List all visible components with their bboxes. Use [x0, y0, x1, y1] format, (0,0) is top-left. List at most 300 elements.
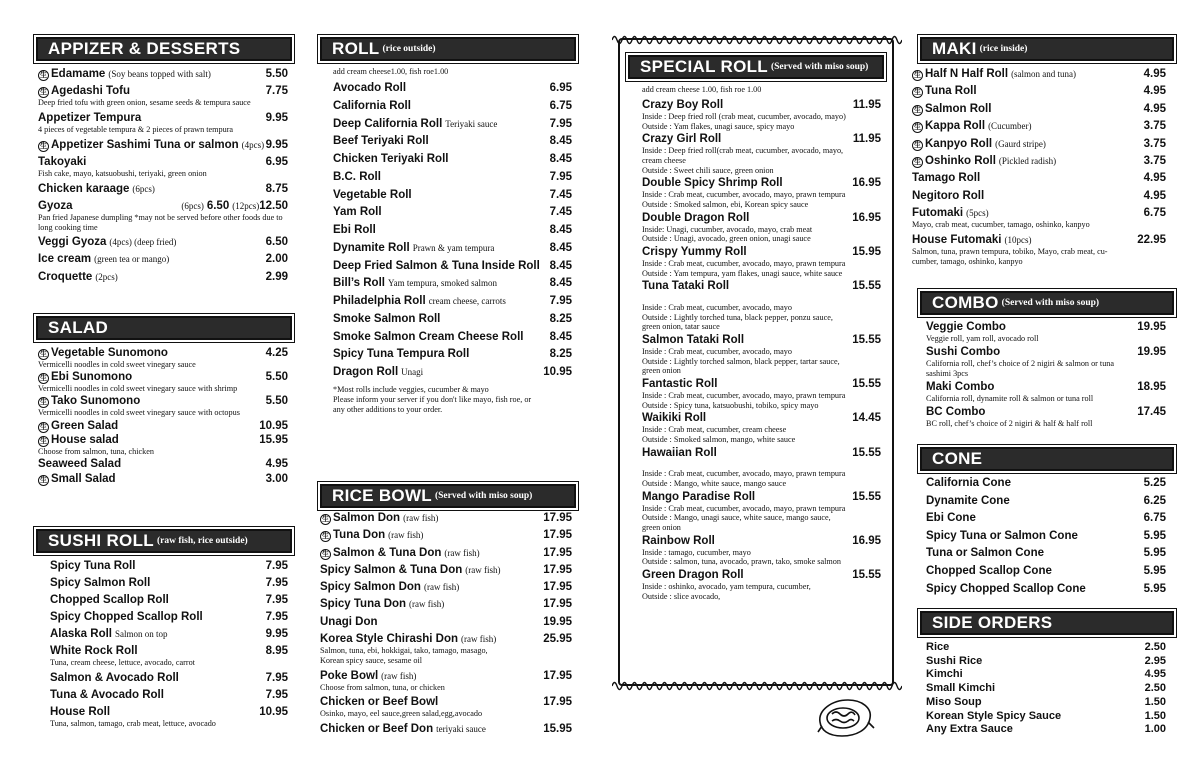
menu-item-row	[926, 494, 1166, 508]
menu-item-note: cream cheese, carrots	[428, 296, 506, 306]
menu-item-price: 9.95	[265, 628, 288, 641]
menu-item-name: Double Spicy Shrimp Roll	[642, 177, 783, 190]
menu-item	[333, 134, 572, 148]
appetizer-section	[36, 37, 292, 287]
menu-item-row	[642, 245, 881, 259]
menu-item-name: Crispy Yummy Roll	[642, 246, 747, 259]
menu-item-name: Seaweed Salad	[38, 458, 122, 471]
menu-item-row	[926, 722, 1166, 736]
menu-item-price: 17.95	[543, 546, 572, 559]
raw-fish-icon: 生	[40, 351, 47, 358]
menu-item-price: 15.95	[852, 246, 881, 259]
menu-item-price: 8.25	[549, 312, 572, 325]
menu-item-description: Vermicelli noodles in cold sweet vinegary sauce with octopus	[38, 408, 240, 418]
menu-item	[333, 117, 572, 131]
rice-bowl-header: RICE BOWL (Served with miso soup)	[320, 484, 576, 508]
menu-item-description: BC roll, chef’s choice of 2 nigiri & half & half roll	[926, 418, 1093, 428]
menu-item-row	[333, 259, 572, 273]
menu-item	[926, 405, 1166, 429]
menu-item-name: Bill’s Roll Yam tempura, smoked salmon	[333, 277, 498, 290]
menu-item-name: Sushi Combo	[926, 346, 1001, 359]
menu-item-row	[912, 233, 1166, 247]
menu-item-price: 3.75	[1143, 137, 1166, 150]
menu-item-price: 8.45	[549, 224, 572, 236]
menu-item-row	[320, 695, 572, 709]
menu-item	[50, 705, 288, 729]
menu-item	[642, 132, 881, 175]
menu-item-description: Osinko, mayo, eel sauce,green salad,egg,avocado	[320, 709, 483, 719]
menu-item-name: Salmon Tataki Roll	[642, 334, 745, 347]
menu-item-row	[926, 667, 1166, 681]
menu-item	[642, 377, 881, 410]
menu-item-description: Mayo, crab meat, cucumber, tamago, oshinko, kanpyo	[912, 220, 1090, 230]
menu-item-price: 5.95	[1143, 564, 1166, 577]
menu-item	[642, 279, 881, 331]
menu-item	[926, 529, 1166, 543]
menu-item	[333, 347, 572, 361]
menu-item-price: 6.95	[265, 155, 288, 168]
menu-item-note: (raw fish)	[461, 634, 497, 645]
menu-item-note: (raw fish)	[444, 547, 480, 558]
menu-item-price: 7.95	[265, 594, 288, 607]
menu-item	[926, 320, 1166, 344]
menu-item-description: Inside : Deep fried roll(crab meat, cucumber, avocado, mayo, cream cheese Outside : Sweet chili sauce, green onion	[642, 146, 844, 175]
menu-item-price: 11.95	[852, 99, 881, 111]
menu-item-row	[333, 223, 572, 237]
menu-item-row	[926, 320, 1166, 334]
menu-item-row	[333, 312, 572, 326]
menu-item-row	[38, 472, 288, 486]
raw-fish-icon: 生	[322, 533, 329, 541]
menu-item-row	[926, 640, 1166, 654]
menu-item-name: 生 Edamame (Soy beans topped with salt)	[40, 68, 211, 80]
menu-item-row	[926, 546, 1166, 560]
menu-item-name: Spicy Tuna Roll	[50, 560, 136, 572]
rice-bowl-section	[320, 484, 576, 740]
menu-item-name: Kimchi	[926, 668, 963, 681]
menu-item-name: Salmon & Avocado Roll	[50, 672, 179, 685]
menu-item-name: Dynamite Cone	[926, 494, 1010, 507]
menu-item-name: Crazy Boy Roll	[642, 99, 724, 111]
menu-item	[926, 494, 1166, 508]
menu-item-name: Veggie Combo	[926, 321, 1006, 333]
menu-item-note: (4pcs) (deep fried)	[109, 237, 177, 248]
menu-item-price: 8.95	[265, 645, 288, 658]
menu-item-name: Korean Style Spicy Sauce	[926, 709, 1062, 722]
menu-item	[912, 233, 1166, 266]
menu-item-name: Chicken or Beef Don teriyaki sauce	[320, 723, 486, 736]
menu-item-row	[38, 111, 288, 125]
menu-item-price: 2.50	[1144, 641, 1166, 653]
menu-item-note: (raw fish)	[423, 582, 460, 593]
menu-item-name: Green Dragon Roll	[642, 569, 744, 582]
menu-item-note: Prawn & yam tempura	[412, 242, 495, 253]
menu-item-price: 4.95	[1143, 172, 1166, 185]
menu-item-price: 16.95	[852, 211, 881, 224]
raw-fish-icon: 生	[40, 89, 47, 97]
menu-item-price: 6.95	[549, 82, 572, 94]
menu-item-row	[912, 206, 1166, 220]
menu-item-name: Any Extra Sauce	[926, 723, 1013, 736]
menu-item-price: 8.45	[549, 330, 572, 343]
menu-item-price: 7.95	[549, 117, 572, 130]
raw-fish-icon: 生	[40, 142, 47, 150]
menu-item-row	[50, 688, 288, 702]
menu-item-price: 6.75	[1143, 512, 1166, 525]
menu-item-name: Tamago Roll	[912, 172, 981, 185]
menu-item	[333, 152, 572, 166]
menu-item	[912, 171, 1166, 185]
menu-item-description: California roll, dynamite roll & salmon or tuna roll	[926, 393, 1094, 403]
menu-item	[320, 546, 572, 560]
raw-fish-icon: 生	[914, 141, 921, 149]
menu-item	[320, 722, 572, 736]
menu-item-price: 17.95	[543, 669, 572, 682]
menu-item	[642, 568, 881, 601]
menu-item-price: 22.95	[1137, 234, 1166, 247]
menu-item-name: Yam Roll	[333, 206, 382, 219]
menu-item-row	[320, 546, 572, 560]
menu-item	[50, 593, 288, 607]
menu-item-note: Yam tempura, smoked salmon	[387, 278, 498, 289]
menu-item-name: 生 Ebi Sunomono	[40, 371, 133, 384]
menu-item	[320, 528, 572, 542]
menu-item-row	[50, 644, 288, 658]
menu-item	[926, 345, 1166, 378]
menu-item-name: Smoke Salmon Cream Cheese Roll	[333, 330, 524, 343]
menu-item-description: Tuna, cream cheese, lettuce, avocado, carrot	[50, 658, 195, 668]
rice-bowl-list	[320, 511, 576, 736]
menu-item-row	[333, 205, 572, 219]
menu-item-name: Double Dragon Roll	[642, 211, 750, 224]
menu-item-price: 14.45	[852, 412, 881, 425]
raw-fish-icon: 生	[322, 550, 329, 558]
menu-item-price: 17.95	[543, 563, 572, 576]
combo-section	[920, 291, 1174, 430]
menu-item-row	[320, 632, 572, 646]
menu-item-description: Choose from salmon, tuna, or chicken	[320, 682, 445, 692]
menu-item-name: Mango Paradise Roll	[642, 490, 756, 503]
menu-item-row	[642, 279, 881, 293]
menu-item-name: Maki Combo	[926, 380, 995, 393]
menu-item-name: 生 Tuna Don (raw fish)	[322, 529, 424, 542]
menu-item	[333, 312, 572, 326]
menu-item	[320, 615, 572, 629]
menu-item	[642, 534, 881, 567]
menu-item-description: Inside : tamago, cucumber, mayo Outside : salmon, tuna, avocado, prawn, tako, smoke salmon	[642, 547, 841, 567]
menu-item-row	[38, 252, 288, 266]
menu-item-name: Smoke Salmon Roll	[333, 312, 441, 325]
raw-fish-icon: 生	[40, 423, 47, 431]
menu-item	[38, 433, 288, 457]
menu-item-note: Salmon on top	[115, 629, 168, 640]
menu-item-name: Waikiki Roll	[642, 412, 707, 425]
menu-item-price: 7.95	[549, 295, 572, 307]
menu-item	[926, 722, 1166, 736]
menu-item	[926, 582, 1166, 596]
menu-item	[38, 394, 288, 418]
menu-item-description: Vermicelli noodles in cold sweet vinegary sauce	[38, 360, 196, 369]
combo-list	[920, 320, 1174, 428]
menu-item-name: House Futomaki (10pcs)	[912, 234, 1032, 247]
menu-item-price: 8.75	[265, 182, 288, 195]
menu-item-row	[320, 528, 572, 542]
menu-item-row	[926, 345, 1166, 359]
menu-item-description: Salmon, tuna, ebi, hokkigai, tako, tamago, masago, Korean spicy sauce, sesame oil	[320, 646, 488, 665]
menu-item-price: 19.95	[1137, 346, 1166, 359]
menu-item-name: Small Kimchi	[926, 682, 996, 695]
special-roll-list	[628, 98, 884, 601]
menu-item-row	[333, 117, 572, 131]
menu-item	[333, 294, 572, 308]
menu-item-price: 6.25	[1143, 494, 1166, 507]
menu-item-row	[333, 276, 572, 290]
menu-item-price: 9.95	[265, 111, 288, 124]
menu-item	[50, 576, 288, 590]
menu-item	[38, 199, 288, 232]
menu-item-row	[912, 189, 1166, 203]
menu-item-price: 5.95	[1143, 529, 1166, 542]
menu-item-price: 15.55	[852, 446, 881, 459]
sushi-roll-illustration	[812, 692, 878, 740]
menu-item-description: Inside : Crab meat, cucumber, avocado, mayo, prawn tempura Outside : Yam tempura, yam flakes, unagi sauce, white sauce	[642, 259, 846, 278]
menu-item-row	[333, 152, 572, 166]
menu-item-price: 2.99	[265, 270, 288, 283]
menu-item-row	[38, 394, 288, 408]
menu-item	[333, 223, 572, 237]
menu-item-price: 17.95	[543, 529, 572, 542]
menu-item	[320, 597, 572, 611]
menu-item-price: 12.50	[259, 199, 288, 212]
menu-item-price: 10.95	[259, 706, 288, 719]
menu-item-name: Appetizer Tempura	[38, 111, 142, 124]
menu-item	[38, 472, 288, 486]
menu-item	[926, 564, 1166, 578]
menu-item-description: Salmon, tuna, prawn tempura, tobiko, Mayo, crab meat, cu- cumber, tamago, oshinko, kanpyo	[912, 247, 1108, 266]
menu-item-price: 7.95	[265, 689, 288, 702]
menu-item-name: Korea Style Chirashi Don (raw fish)	[320, 633, 497, 646]
appetizer-header: APPIZER & DESSERTS	[36, 37, 292, 61]
menu-item-row	[320, 580, 572, 594]
menu-item-price: 17.95	[543, 512, 572, 524]
menu-item-name: Unagi Don	[320, 615, 378, 628]
menu-item-price: 7.45	[549, 188, 572, 201]
menu-item-note: (raw fish)	[381, 670, 417, 681]
menu-item-name: Negitoro Roll	[912, 189, 985, 202]
side-orders-section	[920, 611, 1174, 736]
raw-fish-icon: 生	[914, 89, 921, 97]
menu-item-description: Choose from salmon, tuna, chicken	[38, 447, 154, 457]
menu-item-price: 4.95	[1143, 85, 1166, 98]
menu-item-name: 生 Oshinko Roll (Pickled radish)	[914, 154, 1057, 167]
menu-item-price: 7.95	[265, 611, 288, 624]
menu-item-name: Tuna Tataki Roll	[642, 280, 730, 293]
menu-item-description: Veggie roll, yam roll, avocado roll	[926, 334, 1039, 343]
menu-item	[926, 681, 1166, 695]
menu-item-name: Rice	[926, 641, 950, 653]
menu-item-row	[642, 446, 881, 460]
menu-item-price: 16.95	[852, 534, 881, 547]
menu-item-name: Sushi Rice	[926, 654, 983, 667]
menu-item-name: Tuna or Salmon Cone	[926, 547, 1044, 560]
salad-list	[36, 346, 292, 486]
menu-item	[320, 632, 572, 665]
appetizer-list	[36, 67, 292, 284]
raw-fish-icon: 生	[40, 375, 47, 383]
cone-section	[920, 447, 1174, 599]
menu-item-row	[926, 709, 1166, 723]
menu-item-name: 生 Agedashi Tofu	[40, 85, 131, 98]
menu-item-note: (6pcs)	[132, 183, 155, 194]
menu-item-row	[912, 171, 1166, 185]
menu-item-name: Spicy Chopped Scallop Roll	[50, 611, 203, 624]
menu-item-name: Poke Bowl (raw fish)	[320, 669, 417, 682]
menu-item-price: 6.75	[549, 99, 572, 112]
menu-item-description: Fish cake, mayo, katsuobushi, teriyaki, green onion	[38, 168, 207, 178]
menu-item-price: 2.00	[265, 253, 288, 266]
special-roll-section	[628, 55, 884, 602]
menu-item-row	[642, 333, 881, 347]
menu-item-row	[38, 155, 288, 169]
menu-item-price: 15.95	[543, 723, 572, 736]
menu-item	[926, 654, 1166, 668]
menu-item-row	[333, 241, 572, 255]
menu-item	[926, 709, 1166, 723]
menu-item-row	[912, 154, 1166, 168]
menu-item-description: Vermicelli noodles in cold sweet vinegary sauce with shrimp	[38, 384, 238, 394]
menu-item	[642, 446, 881, 489]
menu-item-row	[38, 84, 288, 98]
menu-item	[642, 211, 881, 244]
menu-item-price: 6.50	[265, 236, 288, 249]
sushi-roll-list	[36, 559, 292, 729]
roll-list	[320, 81, 576, 379]
menu-item-row	[38, 138, 288, 152]
menu-item-price: 15.55	[852, 280, 881, 293]
menu-item	[50, 610, 288, 624]
raw-fish-icon: 生	[40, 438, 47, 446]
menu-item-row	[320, 511, 572, 525]
menu-item-name: 生 Vegetable Sunomono	[40, 347, 168, 359]
menu-item-name: Gyoza	[38, 199, 73, 212]
menu-item-description: Inside : Crab meat, cucumber, avocado, mayo Outside : Lightly torched salmon, black pepper, tartar sauce, green onion	[642, 347, 840, 376]
menu-item-name: B.C. Roll	[333, 170, 381, 183]
menu-item-price: 4.95	[265, 458, 288, 471]
menu-item	[38, 67, 288, 81]
raw-fish-icon: 生	[322, 516, 329, 523]
menu-item-note: (green tea or mango)	[94, 254, 170, 265]
menu-item-price: 19.95	[1137, 321, 1166, 333]
menu-item	[38, 138, 288, 152]
menu-item	[50, 688, 288, 702]
menu-item	[912, 119, 1166, 133]
menu-item-name: Chopped Scallop Cone	[926, 564, 1052, 577]
menu-item-row	[38, 370, 288, 384]
special-roll-header: SPECIAL ROLL (Served with miso soup)	[628, 55, 884, 79]
menu-item-name: 生 Tuna Roll	[914, 85, 977, 98]
menu-item-price: 15.55	[852, 569, 881, 582]
menu-item-name: Spicy Tuna Don (raw fish)	[320, 598, 445, 611]
menu-item	[333, 365, 572, 379]
menu-item-row	[926, 511, 1166, 525]
menu-item-note: (10pcs)	[1004, 235, 1032, 246]
menu-item-name: Dynamite Roll Prawn & yam tempura	[333, 241, 495, 254]
menu-item-price: 8.45	[549, 241, 572, 254]
menu-item-name: Spicy Chopped Scallop Cone	[926, 582, 1086, 595]
combo-header: COMBO (Served with miso soup)	[920, 291, 1174, 315]
menu-item-row	[50, 627, 288, 641]
wavy-border-bottom	[612, 679, 902, 693]
raw-fish-icon: 生	[914, 158, 921, 166]
menu-item-price: 8.45	[549, 135, 572, 148]
menu-item-row	[642, 377, 881, 391]
menu-item-row	[38, 199, 288, 213]
sushi-roll-header: SUSHI ROLL (raw fish, rice outside)	[36, 529, 292, 553]
menu-item-row	[38, 270, 288, 284]
menu-item-price: 25.95	[543, 633, 572, 646]
menu-item-price: 2.95	[1144, 654, 1166, 667]
menu-item	[333, 188, 572, 202]
menu-item-price: 10.95	[543, 366, 572, 378]
menu-item-name: Chicken Teriyaki Roll	[333, 153, 449, 165]
menu-item-name: 生 Small Salad	[40, 472, 116, 485]
menu-item-price: 8.25	[549, 348, 572, 361]
menu-item-description: California roll, chef’s choice of 2 nigiri & salmon or tuna sashimi 3pcs	[926, 359, 1115, 378]
menu-item-price: 3.00	[265, 472, 288, 485]
menu-item-description: Inside : Deep fried roll (crab meat, cucumber, avocado, mayo) Outside : Yam flakes, unagi sauce, spicy mayo	[642, 112, 846, 131]
menu-item-row	[38, 182, 288, 196]
menu-item-price: 7.95	[549, 170, 572, 183]
menu-item-description: Pan fried Japanese dumpling *may not be served before other foods due to long cooking time	[38, 212, 283, 232]
roll-header: ROLL (rice outside)	[320, 37, 576, 61]
menu-item	[642, 490, 881, 533]
menu-item-price: 7.45	[549, 206, 572, 219]
menu-item-row	[38, 235, 288, 249]
menu-item	[333, 99, 572, 113]
menu-item-name: Chicken or Beef Bowl	[320, 696, 439, 709]
menu-item-price: 15.55	[852, 490, 881, 503]
roll-section	[320, 37, 576, 415]
menu-item	[50, 644, 288, 668]
menu-item-row	[38, 419, 288, 433]
menu-item-description: Inside : Crab meat, cucumber, avocado, mayo, prawn tempura Outside : Mango, white sauce, mango sauce	[642, 469, 846, 488]
menu-item-row	[926, 529, 1166, 543]
menu-item	[320, 511, 572, 525]
menu-item	[320, 580, 572, 594]
menu-item	[38, 111, 288, 135]
menu-item-price: 17.95	[543, 598, 572, 611]
menu-item	[320, 695, 572, 719]
menu-item-name: Crazy Girl Roll	[642, 133, 722, 146]
menu-item-row	[50, 705, 288, 719]
raw-fish-icon: 生	[40, 399, 47, 407]
menu-item-description: Inside : oshinko, avocado, yam tempura, cucumber, Outside : slice avocado,	[642, 582, 811, 601]
menu-item-note: Teriyaki sauce	[445, 118, 498, 129]
menu-item	[50, 559, 288, 573]
menu-item-name: Vegetable Roll	[333, 188, 412, 201]
menu-item-row	[912, 102, 1166, 116]
cone-header: CONE	[920, 447, 1174, 471]
menu-item-name: Spicy Tuna Tempura Roll	[333, 348, 470, 361]
menu-item-name: Ebi Cone	[926, 512, 976, 525]
side-orders-list	[920, 640, 1174, 736]
menu-item	[926, 640, 1166, 654]
menu-item	[642, 176, 881, 209]
menu-item-row	[320, 669, 572, 683]
menu-item-note: teriyaki sauce	[436, 724, 486, 735]
menu-item	[912, 206, 1166, 230]
menu-item-price: 5.25	[1143, 477, 1166, 489]
